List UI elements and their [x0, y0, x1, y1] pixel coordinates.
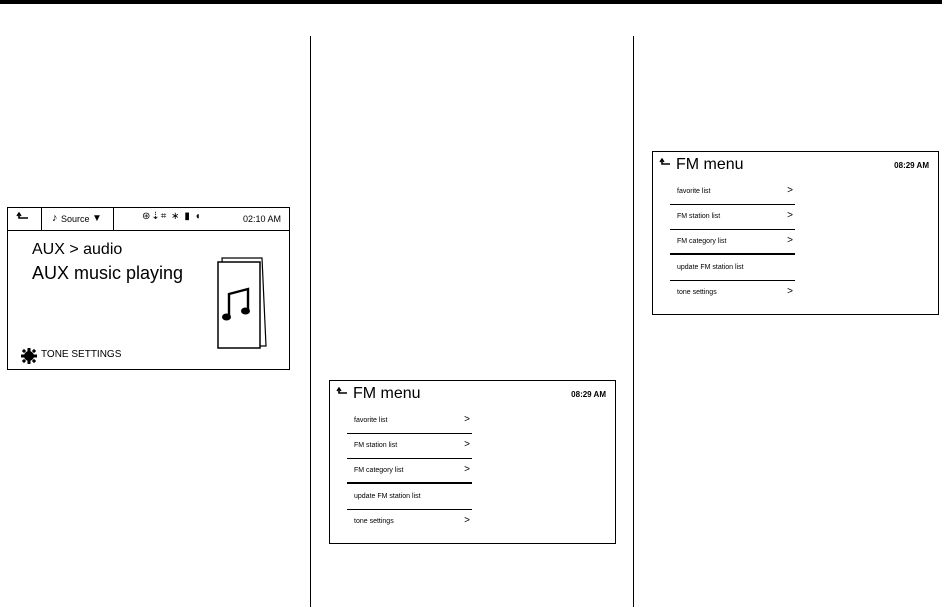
- menu-item-fm-category-list[interactable]: [670, 230, 795, 255]
- fm-menu-title: FM menu: [353, 385, 421, 402]
- menu-item-label: tone settings: [677, 289, 717, 296]
- menu-item-label: FM station list: [354, 442, 398, 449]
- status-icons: ⊛⇣⌗ ∗ ▮ ◖: [142, 211, 202, 222]
- album-art-music-icon: [216, 254, 268, 350]
- back-arrow-icon[interactable]: [659, 158, 673, 170]
- menu-item-favorite-list[interactable]: [670, 180, 795, 205]
- fm-menu-screen: [652, 151, 939, 315]
- chevron-right-icon: >: [464, 414, 470, 425]
- menu-item-label: favorite list: [677, 188, 711, 195]
- menu-item-label: FM category list: [354, 467, 404, 474]
- menu-item-label: update FM station list: [677, 264, 744, 271]
- menu-item-tone-settings[interactable]: [347, 510, 472, 535]
- back-button[interactable]: [8, 208, 42, 230]
- chevron-right-icon: >: [787, 235, 793, 246]
- aux-breadcrumb: AUX > audio: [32, 241, 123, 258]
- back-arrow-icon[interactable]: [336, 387, 350, 399]
- menu-item-label: favorite list: [354, 417, 388, 424]
- menu-item-tone-settings[interactable]: [670, 281, 795, 306]
- chevron-right-icon: >: [464, 515, 470, 526]
- page-top-rule: [0, 0, 942, 4]
- menu-item-favorite-list[interactable]: [347, 409, 472, 434]
- menu-item-label: update FM station list: [354, 493, 421, 500]
- dropdown-triangle-icon: ▼: [92, 213, 102, 224]
- aux-status-text: AUX music playing: [32, 263, 184, 283]
- gear-icon: [20, 346, 38, 364]
- column-divider-left: [310, 36, 311, 607]
- fm-menu-title: FM menu: [676, 156, 744, 173]
- aux-header-bar: [8, 208, 289, 231]
- menu-item-fm-station-list[interactable]: [347, 434, 472, 459]
- source-button[interactable]: [42, 208, 114, 230]
- clock-time: 08:29 AM: [894, 161, 929, 170]
- menu-item-label: tone settings: [354, 518, 394, 525]
- column-divider-right: [633, 36, 634, 607]
- aux-audio-screen: [7, 207, 290, 370]
- back-arrow-icon: [16, 212, 32, 225]
- menu-item-update-fm-station-list[interactable]: [347, 485, 472, 510]
- chevron-right-icon: >: [464, 439, 470, 450]
- menu-item-update-fm-station-list[interactable]: [670, 256, 795, 281]
- menu-item-fm-category-list[interactable]: [347, 459, 472, 484]
- fm-menu-screen: [329, 380, 616, 544]
- chevron-right-icon: >: [787, 286, 793, 297]
- tone-settings-button[interactable]: TONE SETTINGS: [41, 349, 122, 360]
- clock-time: 02:10 AM: [242, 214, 281, 224]
- menu-item-label: FM station list: [677, 213, 721, 220]
- music-note-icon: ♪: [52, 212, 58, 224]
- chevron-right-icon: >: [464, 464, 470, 475]
- menu-item-fm-station-list[interactable]: [670, 205, 795, 230]
- chevron-right-icon: >: [787, 185, 793, 196]
- source-label: Source: [61, 214, 90, 224]
- clock-time: 08:29 AM: [571, 390, 606, 399]
- chevron-right-icon: >: [787, 210, 793, 221]
- menu-item-label: FM category list: [677, 238, 727, 245]
